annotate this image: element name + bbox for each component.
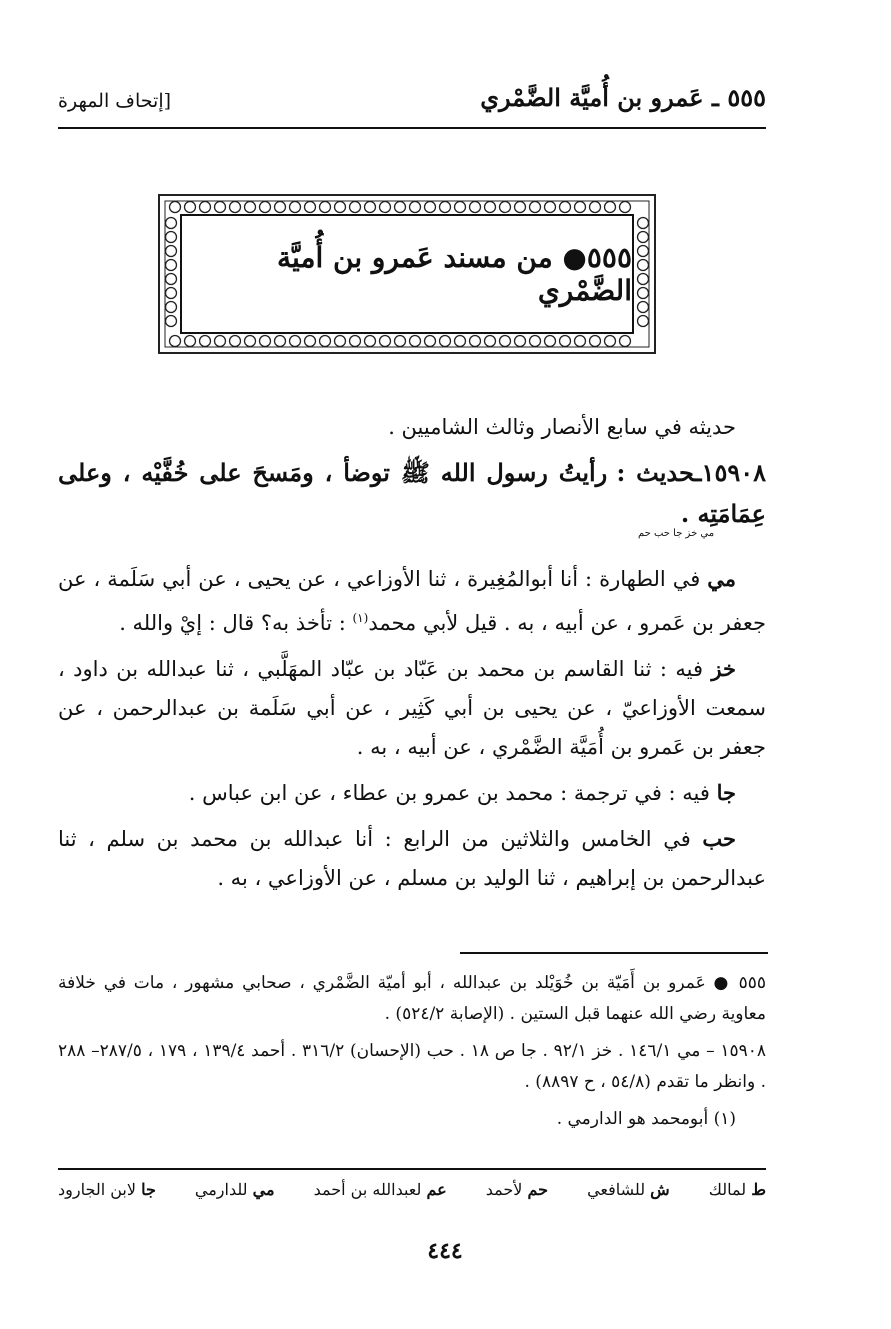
ornament-loop: [560, 336, 571, 347]
ornament-loop: [638, 260, 649, 271]
paragraph-text: في الطهارة : أنا أبوالمُغِيرة ، ثنا الأوزاعي ، عن يحيى ، عن أبي سَلَمة ، عن جعفر بن عَمرو ، عن أبيه ، به . قيل لأبي محمد: [58, 567, 766, 635]
ornament-loop: [485, 202, 496, 213]
running-head: [58, 78, 766, 112]
ornament-loop: [638, 218, 649, 229]
paragraph-khuzayma: [58, 649, 766, 767]
ornament-loop: [260, 202, 271, 213]
ornament-loop: [166, 274, 177, 285]
ornament-loop: [185, 202, 196, 213]
legend-abbr: حم: [527, 1180, 549, 1199]
ornament-loop: [320, 336, 331, 347]
legend-text: لعبدالله بن أحمد: [313, 1180, 427, 1199]
footnote-rule: [460, 952, 768, 954]
ornament-loop: [638, 246, 649, 257]
ornament-loop: [350, 202, 361, 213]
legend-text: للشافعي: [587, 1180, 651, 1199]
ornament-loop: [260, 336, 271, 347]
section-title: ٥٥٥● من مسند عَمرو بن أُميَّة الضَّمْري: [277, 241, 632, 307]
paragraph-text: فيه : في ترجمة : محمد بن عمرو بن عطاء ، عن ابن عباس .: [188, 781, 710, 805]
ornament-loop: [470, 202, 481, 213]
ornament-loop: [410, 202, 421, 213]
ornament-loop: [166, 316, 177, 327]
ornament-loop: [230, 202, 241, 213]
ornament-loop: [380, 202, 391, 213]
ornament-loop: [605, 336, 616, 347]
ornament-loop: [365, 336, 376, 347]
legend-abbr: جا: [141, 1180, 156, 1199]
ornament-loop: [590, 336, 601, 347]
hadith-sources: مي خز جا حب حم: [637, 528, 715, 539]
hadith-label: ـحديث :: [616, 458, 702, 487]
source-abbr: مي: [707, 566, 736, 591]
ornament-loop: [365, 202, 376, 213]
ornament-loop: [425, 202, 436, 213]
ornament-loop: [166, 288, 177, 299]
legend-item: [314, 1180, 447, 1199]
legend-text: لأحمد: [485, 1180, 528, 1199]
source-abbr: جا: [716, 780, 736, 805]
header-rule: [58, 127, 766, 129]
ornament-loop: [455, 336, 466, 347]
legend-abbr: عم: [426, 1180, 447, 1199]
ornament-loop: [425, 336, 436, 347]
ornament-loop: [620, 202, 631, 213]
ornament-loop: [166, 260, 177, 271]
ornament-loop: [200, 202, 211, 213]
ornament-loop: [638, 302, 649, 313]
footnote-marker: (١): [352, 611, 369, 625]
footnote-references: ١٥٩٠٨ – مي ١٤٦/١ . خز ٩٢/١ . جا ص ١٨ . حب (الإحسان) ٣١٦/٢ . أحمد ١٣٩/٤ ، ١٧٩ ، ٢٨٧/٥– ٢٨٨ . وانظر ما تقدم (٥٤/٨ ، ح ٨٨٩٧) .: [58, 1041, 767, 1092]
legend-text: لابن الجارود: [58, 1180, 142, 1199]
ornament-loop: [515, 202, 526, 213]
hadith-entry: [58, 453, 766, 553]
ornament-loop: [515, 336, 526, 347]
legend-abbr: ش: [650, 1180, 670, 1199]
ornament-loop: [560, 202, 571, 213]
ornament-loop: [380, 336, 391, 347]
paragraph-jarud: [58, 773, 766, 813]
hadith-text: رأيتُ رسول الله ﷺ توضأ ، ومَسحَ على خُفَّيْه ، وعلى عِمَامَتِه .: [58, 458, 766, 528]
ornament-loop: [290, 202, 301, 213]
legend-item: [486, 1180, 548, 1199]
paragraph-tail: : تأخذ به؟ قال : إيْ والله .: [119, 611, 346, 635]
ornament-loop: [170, 336, 181, 347]
paragraph-text: فيه : ثنا القاسم بن محمد بن عَبّاد بن عبّاد المهَلَّبي ، ثنا عبدالله بن داود ، سمعت الأوزاعيّ ، عن يحيى بن أبي كَثِير ، عن أبي سَلَمة بن عبدالرحمن ، عن جعفر بن عَمرو بن أُمَيَّة الضَّمْري ، عن أبيه ، به .: [58, 657, 766, 759]
ornament-loop: [500, 202, 511, 213]
ornament-loop: [470, 336, 481, 347]
ornament-loop: [545, 202, 556, 213]
ornament-loop: [290, 336, 301, 347]
ornament-loop: [305, 202, 316, 213]
ornament-loop: [170, 202, 181, 213]
legend-text: لمالك: [708, 1180, 752, 1199]
ornament-loop: [638, 232, 649, 243]
ornament-loop: [530, 202, 541, 213]
ornament-loop: [440, 336, 451, 347]
intro-line: حديثه في سابع الأنصار وثالث الشاميين .: [388, 415, 736, 439]
page-number: ٤٤٤: [427, 1238, 463, 1264]
ornament-loop: [166, 302, 177, 313]
ornament-loop: [350, 336, 361, 347]
ornament-loop: [166, 232, 177, 243]
ornament-loop: [485, 336, 496, 347]
ornament-loop: [275, 202, 286, 213]
ornament-loop: [245, 336, 256, 347]
ornament-loop: [575, 202, 586, 213]
ornament-loop: [200, 336, 211, 347]
hadith-number: ١٥٩٠٨: [701, 458, 766, 487]
ornament-loop: [215, 202, 226, 213]
ornament-loop: [395, 336, 406, 347]
legend-item: [587, 1180, 670, 1199]
legend-text: للدارمي: [194, 1180, 253, 1199]
ornament-loop: [166, 246, 177, 257]
ornament-loop: [166, 218, 177, 229]
ornament-loop: [530, 336, 541, 347]
ornament-loop: [440, 202, 451, 213]
ornament-loop: [335, 202, 346, 213]
ornament-loop: [335, 336, 346, 347]
ornament-loop: [638, 274, 649, 285]
legend-rule: [58, 1168, 766, 1170]
footnote-note: (١) أبومحمد هو الدارمي .: [556, 1109, 736, 1129]
ornament-loop: [275, 336, 286, 347]
legend-item: [195, 1180, 275, 1199]
ornament-loop: [215, 336, 226, 347]
ornament-loop: [245, 202, 256, 213]
ornament-loop: [230, 336, 241, 347]
paragraph-text: في الخامس والثلاثين من الرابع : أنا عبدالله بن محمد بن سلم ، ثنا عبدالرحمن بن إبراهيم ، ثنا الوليد بن مسلم ، عن الأوزاعي ، به .: [58, 827, 766, 890]
ornament-loop: [185, 336, 196, 347]
footnote-biography: ٥٥٥ ● عَمرو بن أَمَيّة بن خُوَيْلد بن عبدالله ، أبو أميّة الضَّمْري ، صحابي مشهور ، مات في خلافة معاوية رضي الله عنهما قبل الستين . (الإصابة ٥٢٤/٢) .: [58, 973, 766, 1024]
ornament-loop: [590, 202, 601, 213]
main-text: [58, 408, 766, 904]
ornament-loop: [320, 202, 331, 213]
source-abbr: حب: [702, 826, 736, 851]
legend-item: [709, 1180, 766, 1199]
legend-abbr: مي: [252, 1180, 275, 1199]
ornament-loop: [545, 336, 556, 347]
running-title: ٥٥٥ ـ عَمرو بن أُميَّة الضَّمْري: [480, 83, 766, 112]
ornament-loop: [305, 336, 316, 347]
section-title-box: [180, 214, 634, 334]
legend-abbr: ط: [751, 1180, 766, 1199]
source-abbr: خز: [711, 656, 736, 681]
ornament-loop: [455, 202, 466, 213]
ornament-loop: [605, 202, 616, 213]
abbreviation-legend: [58, 1180, 766, 1199]
paragraph-darimi: [58, 559, 766, 643]
ornament-loop: [500, 336, 511, 347]
paragraph-hibban: [58, 819, 766, 898]
ornament-loop: [638, 316, 649, 327]
ornament-loop: [620, 336, 631, 347]
ornament-loop: [575, 336, 586, 347]
ornament-loop: [638, 288, 649, 299]
book-name: [إتحاف المهرة: [58, 90, 172, 112]
ornament-loop: [410, 336, 421, 347]
legend-item: [58, 1180, 156, 1199]
footnotes: [58, 968, 766, 1141]
ornament-loop: [395, 202, 406, 213]
